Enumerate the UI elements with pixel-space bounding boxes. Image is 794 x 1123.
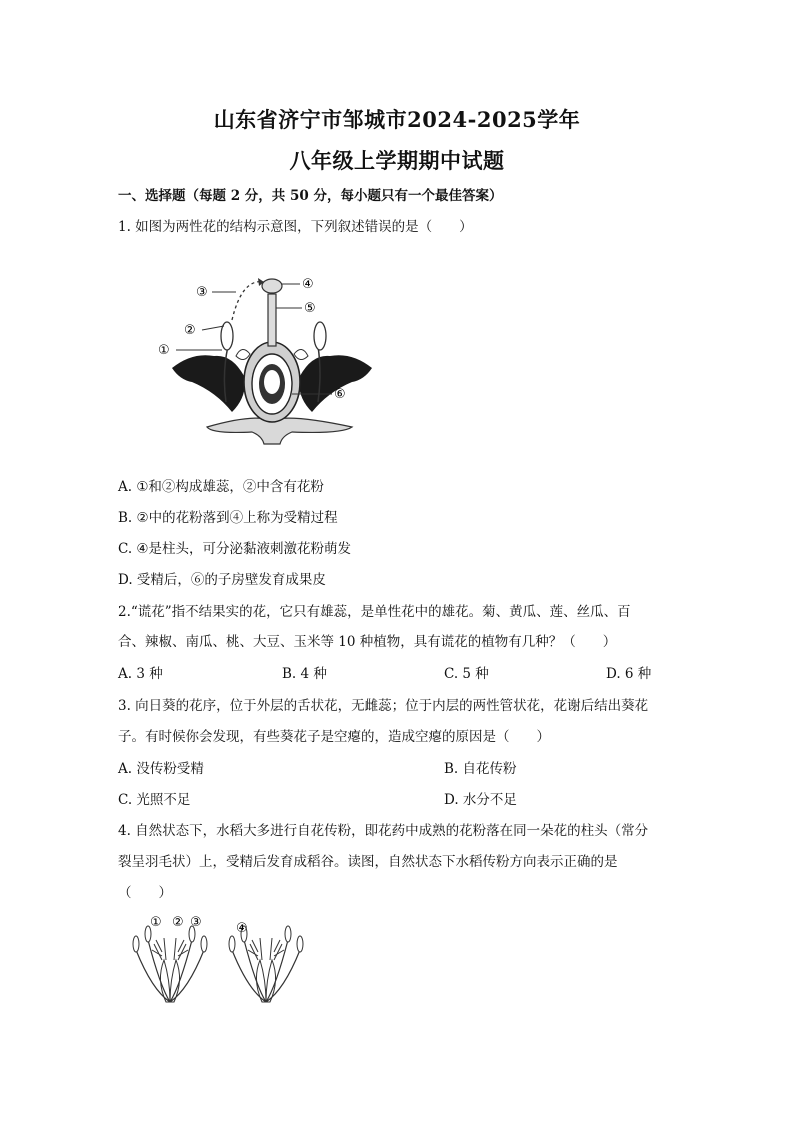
question-3-option-d: D. 水分不足 — [444, 792, 517, 808]
label-2: ② — [184, 323, 196, 338]
document-title-line1: 山东省济宁市邹城市2024-2025学年 — [213, 107, 581, 132]
label-4: ④ — [302, 277, 314, 292]
rice-label-4: ④ — [236, 921, 248, 936]
question-2-option-d: D. 6 种 — [606, 666, 652, 682]
rice-label-3: ③ — [190, 915, 202, 930]
question-2-stem-line2: 合、辣椒、南瓜、桃、大豆、玉米等 10 种植物，具有谎花的植物有几种？（ ） — [118, 634, 617, 650]
question-2-option-a: A. 3 种 — [118, 666, 163, 682]
label-3: ③ — [196, 285, 208, 300]
question-4-stem-line3: （ ） — [118, 885, 172, 901]
question-4-stem-line1: 4. 自然状态下，水稻大多进行自花传粉，即花药中成熟的花粉落在同一朵花的柱头（常分 — [118, 823, 649, 839]
rice-label-1: ① — [150, 915, 162, 930]
question-3-option-b: B. 自花传粉 — [444, 761, 517, 777]
flower-structure-diagram — [152, 264, 392, 454]
question-1-option-c: C. ④是柱头，可分泌黏液刺激花粉萌发 — [118, 541, 352, 557]
question-3-stem-line2: 子。有时候你会发现，有些葵花子是空瘪的，造成空瘪的原因是（ ） — [118, 729, 550, 745]
label-5: ⑤ — [304, 301, 316, 316]
question-1-option-d: D. 受精后，⑥的子房壁发育成果皮 — [118, 572, 326, 588]
question-2-stem-line1: 2.“谎花”指不结果实的花，它只有雄蕊，是单性花中的雄花。菊、黄瓜、莲、丝瓜、百 — [118, 604, 631, 620]
question-1-option-b: B. ②中的花粉落到④上称为受精过程 — [118, 510, 338, 526]
question-3-option-c: C. 光照不足 — [118, 792, 191, 808]
document-title-line2: 八年级上学期期中试题 — [289, 148, 505, 173]
question-2-option-c: C. 5 种 — [444, 666, 489, 682]
question-3-option-a: A. 没传粉受精 — [118, 761, 204, 777]
rice-label-2: ② — [172, 915, 184, 930]
question-2-option-b: B. 4 种 — [282, 666, 327, 682]
question-1-option-a: A. ①和②构成雄蕊，②中含有花粉 — [118, 479, 324, 495]
rice-flower-right — [229, 926, 303, 1002]
rice-flower-left — [133, 926, 207, 1002]
question-1-stem: 1. 如图为两性花的结构示意图，下列叙述错误的是（ ） — [118, 219, 473, 235]
rice-flower-diagram — [126, 910, 326, 1010]
label-6: ⑥ — [334, 387, 346, 402]
question-3-stem-line1: 3. 向日葵的花序，位于外层的舌状花，无雌蕊；位于内层的两性管状花，花谢后结出葵花 — [118, 698, 649, 714]
question-4-stem-line2: 裂呈羽毛状）上，受精后发育成稻谷。读图，自然状态下水稻传粉方向表示正确的是 — [118, 854, 618, 870]
section-heading: 一、选择题（每题 2 分，共 50 分，每小题只有一个最佳答案） — [118, 188, 503, 204]
label-1: ① — [158, 343, 170, 358]
